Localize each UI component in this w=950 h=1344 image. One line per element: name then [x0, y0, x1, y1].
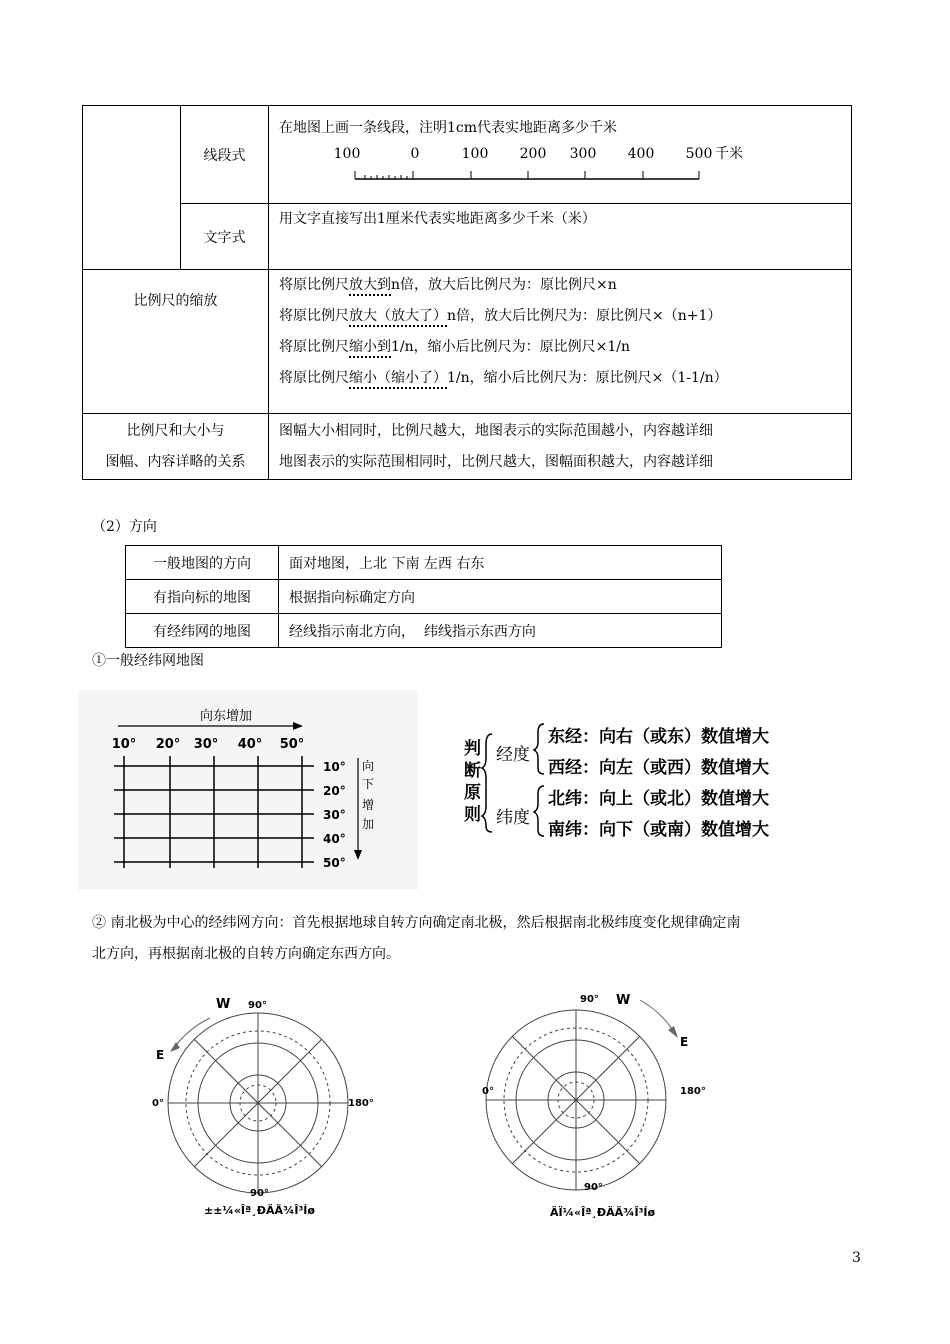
- side-label-char: 向: [362, 759, 375, 773]
- scale-tick-label: 100: [461, 145, 489, 162]
- lat-label: 50°: [323, 856, 346, 870]
- rules-title: 判 断 原 则: [464, 739, 481, 825]
- rule-item: 南纬：向下（或南）数值增大: [548, 820, 769, 840]
- relation-label: 比例尺和大小与 图幅、内容详略的关系: [83, 414, 269, 480]
- polar-left-label: 0°: [152, 1098, 164, 1109]
- scale-tick-label: 300: [569, 145, 597, 162]
- segment-label: 线段式: [181, 106, 269, 204]
- lon-label: 50°: [279, 737, 305, 752]
- polar-e-label: E: [680, 1035, 689, 1049]
- south-polar-graticule: [480, 982, 740, 1222]
- polar-bottom-label: 90°: [250, 1188, 269, 1199]
- graticule-grid-figure: [78, 690, 418, 890]
- rules-items: [548, 722, 769, 846]
- scale-tick-label: 100: [333, 145, 361, 162]
- polar-right-label: 180°: [348, 1098, 374, 1109]
- side-label-char: 下: [362, 777, 375, 791]
- relation-line: 图幅大小相同时，比例尺越大，地图表示的实际范围越小，内容越详细: [279, 422, 713, 439]
- rule-item: 北纬：向上（或北）数值增大: [548, 789, 769, 809]
- lat-label: 20°: [323, 784, 346, 798]
- lon-label: 20°: [155, 737, 181, 752]
- relation-line: 地图表示的实际范围相同时，比例尺越大，图幅面积越大，内容越详细: [279, 453, 713, 470]
- rules-lat-label: 纬度: [496, 808, 530, 828]
- scale-unit: 千米: [715, 145, 743, 162]
- rule-item: 西经：向左（或西）数值增大: [548, 758, 769, 778]
- scale-tick-label: 500: [685, 145, 713, 162]
- sub1-title: ①一般经纬网地图: [92, 653, 204, 669]
- zoom-line: 将原比例尺缩小到1/n，缩小后比例尺为：原比例尺×1/n: [279, 339, 631, 355]
- scale-table: [82, 105, 852, 480]
- text-scale-label: 文字式: [181, 204, 269, 270]
- table-row: 有指向标的地图 根据指向标确定方向: [126, 580, 722, 614]
- lat-label: 10°: [323, 760, 346, 774]
- table-row: 一般地图的方向 面对地图，上北 下南 左西 右东: [126, 546, 722, 580]
- scale-tick-label: 0: [410, 145, 420, 162]
- zoom-lines: [269, 270, 852, 414]
- segment-desc: 在地图上画一条线段，注明1cm代表实地距离多少千米: [279, 119, 618, 136]
- scale-tick-label: 400: [627, 145, 655, 162]
- page-number: 3: [852, 1250, 861, 1266]
- linear-scale-bar: [279, 143, 759, 187]
- polar-w-label: W: [216, 997, 231, 1012]
- polar-bottom-label: 90°: [584, 1182, 603, 1193]
- zoom-label: 比例尺的缩放: [83, 270, 269, 414]
- text-scale-desc: 用文字直接写出1厘米代表实地距离多少千米（米）: [269, 204, 852, 270]
- polar-e-label: E: [156, 1048, 165, 1062]
- grid-top-label: 向东增加: [199, 709, 253, 724]
- zoom-line: 将原比例尺放大到n倍，放大后比例尺为：原比例尺×n: [279, 277, 617, 293]
- polar-w-label: W: [616, 993, 631, 1008]
- lon-label: 10°: [111, 737, 137, 752]
- polar-top-label: 90°: [248, 1000, 267, 1011]
- north-polar-graticule: [140, 988, 400, 1228]
- relation-lines: [269, 414, 852, 480]
- table-row: 有经纬网的地图 经线指示南北方向， 纬线指示东西方向: [126, 614, 722, 648]
- lon-label: 40°: [237, 737, 263, 752]
- side-label-char: 加: [362, 817, 375, 831]
- direction-table: [125, 545, 722, 648]
- rule-item: 东经：向右（或东）数值增大: [548, 727, 769, 747]
- lon-label: 30°: [193, 737, 219, 752]
- polar-left-label: 0°: [482, 1086, 494, 1097]
- polar-caption: ÄÏ¼«Îª¸ÐÄÃ¾Î³Íø: [550, 1206, 656, 1219]
- lat-label: 30°: [323, 808, 346, 822]
- sub2-paragraph: ② 南北极为中心的经纬网方向：首先根据地球自转方向确定南北极，然后根据南北极纬度变化规律确定南 北方向，再根据南北极的自转方向确定东西方向。: [92, 915, 741, 962]
- scale-type-cell: [83, 106, 181, 270]
- lat-label: 40°: [323, 832, 346, 846]
- polar-top-label: 90°: [580, 994, 599, 1005]
- direction-heading: （2）方向: [92, 519, 157, 535]
- polar-caption: ±±¼«Îª¸ÐÄÃ¾Î³Íø: [204, 1204, 315, 1217]
- rules-lon-label: 经度: [496, 745, 530, 765]
- zoom-line: 将原比例尺缩小（缩小了）1/n，缩小后比例尺为：原比例尺×（1-1/n）: [279, 370, 728, 386]
- zoom-line: 将原比例尺放大（放大了）n倍，放大后比例尺为：原比例尺×（n+1）: [279, 308, 722, 324]
- scale-tick-label: 200: [519, 145, 547, 162]
- side-label-char: 增: [362, 798, 375, 812]
- segment-cell: [269, 106, 852, 204]
- polar-right-label: 180°: [680, 1086, 706, 1097]
